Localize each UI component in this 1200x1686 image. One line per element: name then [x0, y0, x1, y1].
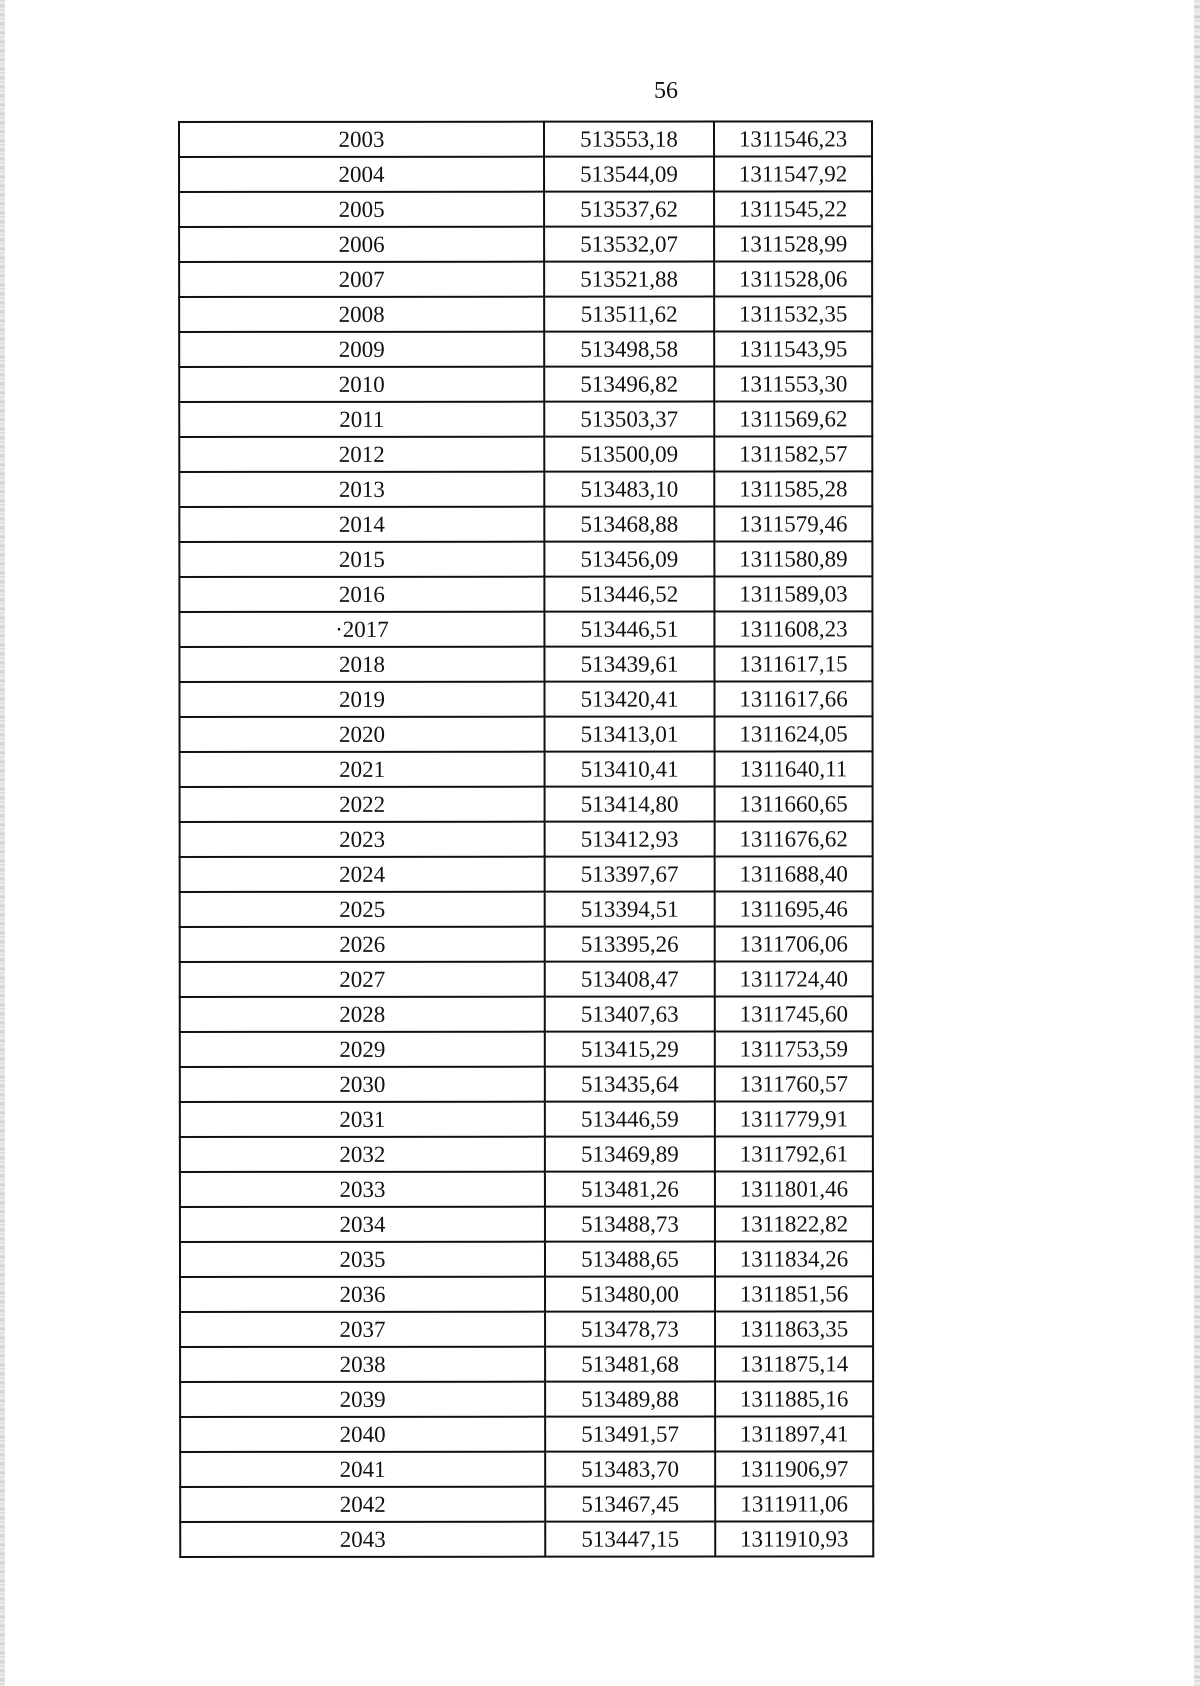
y-coordinate-cell: 1311546,23: [714, 121, 872, 156]
point-number-cell: 2021: [180, 752, 545, 787]
y-coordinate-cell: 1311617,66: [714, 681, 872, 716]
y-coordinate-cell: 1311582,57: [714, 436, 872, 471]
x-coordinate-cell: 513456,09: [544, 542, 714, 577]
table-row: [180, 1171, 873, 1207]
y-coordinate-cell: 1311863,35: [715, 1311, 873, 1346]
x-coordinate-cell: 513394,51: [545, 892, 715, 927]
x-coordinate-cell: 513395,26: [545, 927, 715, 962]
y-coordinate-cell: 1311589,03: [714, 576, 872, 611]
y-coordinate-cell: 1311676,62: [715, 821, 873, 856]
y-coordinate-cell: 1311834,26: [715, 1241, 873, 1276]
point-number-cell: 2006: [179, 227, 544, 262]
table-row: [180, 1136, 873, 1172]
table-row: [179, 156, 872, 192]
point-number-cell: 2008: [179, 297, 544, 332]
point-number-cell: 2024: [180, 857, 545, 892]
point-number-cell: 2038: [180, 1347, 545, 1382]
y-coordinate-cell: 1311545,22: [714, 191, 872, 226]
y-coordinate-cell: 1311706,06: [715, 926, 873, 961]
y-coordinate-cell: 1311779,91: [715, 1101, 873, 1136]
x-coordinate-cell: 513414,80: [545, 787, 715, 822]
y-coordinate-cell: 1311532,35: [714, 296, 872, 331]
x-coordinate-cell: 513408,47: [545, 962, 715, 997]
x-coordinate-cell: 513511,62: [544, 297, 714, 332]
x-coordinate-cell: 513537,62: [544, 192, 714, 227]
table-row: [179, 226, 872, 262]
point-number-cell: 2009: [179, 332, 544, 367]
table-row: [180, 1101, 873, 1137]
table-row: [180, 926, 873, 962]
point-number-cell: 2029: [180, 1032, 545, 1067]
point-number-cell: 2018: [179, 647, 544, 682]
table-row: [180, 821, 873, 857]
y-coordinate-cell: 1311528,99: [714, 226, 872, 261]
table-row: [179, 576, 872, 612]
y-coordinate-cell: 1311911,06: [715, 1486, 873, 1521]
table-row: [179, 261, 872, 297]
y-coordinate-cell: 1311822,82: [715, 1206, 873, 1241]
y-coordinate-cell: 1311688,40: [715, 856, 873, 891]
table-row: [180, 1381, 873, 1417]
x-coordinate-cell: 513491,57: [545, 1417, 715, 1452]
x-coordinate-cell: 513521,88: [544, 262, 714, 297]
y-coordinate-cell: 1311608,23: [714, 611, 872, 646]
x-coordinate-cell: 513481,26: [545, 1172, 715, 1207]
point-number-cell: 2011: [179, 402, 544, 437]
y-coordinate-cell: 1311585,28: [714, 471, 872, 506]
table-row: [179, 121, 872, 157]
y-coordinate-cell: 1311624,05: [715, 716, 873, 751]
table-row: [179, 541, 872, 577]
point-number-cell: 2003: [179, 122, 544, 157]
x-coordinate-cell: 513544,09: [544, 157, 714, 192]
point-number-cell: 2010: [179, 367, 544, 402]
x-coordinate-cell: 513412,93: [545, 822, 715, 857]
x-coordinate-cell: 513410,41: [545, 752, 715, 787]
table-row: [179, 401, 872, 437]
y-coordinate-cell: 1311528,06: [714, 261, 872, 296]
coordinates-table-body: [179, 121, 873, 1557]
point-number-cell: 2004: [179, 157, 544, 192]
y-coordinate-cell: 1311553,30: [714, 366, 872, 401]
point-number-cell: 2015: [179, 542, 544, 577]
x-coordinate-cell: 513481,68: [545, 1347, 715, 1382]
x-coordinate-cell: 513397,67: [545, 857, 715, 892]
table-row: [179, 366, 872, 402]
x-coordinate-cell: 513496,82: [544, 367, 714, 402]
point-number-cell: ·2017: [179, 612, 544, 647]
table-row: [180, 1346, 873, 1382]
point-number-cell: 2014: [179, 507, 544, 542]
table-row: [180, 786, 873, 822]
x-coordinate-cell: 513532,07: [544, 227, 714, 262]
y-coordinate-cell: 1311640,11: [715, 751, 873, 786]
table-row: [180, 1241, 873, 1277]
table-row: [180, 996, 873, 1032]
x-coordinate-cell: 513435,64: [545, 1067, 715, 1102]
x-coordinate-cell: 513553,18: [544, 122, 714, 157]
y-coordinate-cell: 1311745,60: [715, 996, 873, 1031]
table-row: [180, 891, 873, 927]
table-row: [179, 506, 872, 542]
point-number-cell: 2034: [180, 1207, 545, 1242]
table-row: [180, 1276, 873, 1312]
x-coordinate-cell: 513483,10: [544, 472, 714, 507]
y-coordinate-cell: 1311851,56: [715, 1276, 873, 1311]
table-row: [179, 471, 872, 507]
table-row: [180, 1206, 873, 1242]
x-coordinate-cell: 513503,37: [544, 402, 714, 437]
table-row: [179, 681, 872, 717]
point-number-cell: 2020: [180, 717, 545, 752]
table-row: [180, 1451, 873, 1487]
y-coordinate-cell: 1311580,89: [714, 541, 872, 576]
x-coordinate-cell: 513500,09: [544, 437, 714, 472]
point-number-cell: 2033: [180, 1172, 545, 1207]
x-coordinate-cell: 513407,63: [545, 997, 715, 1032]
y-coordinate-cell: 1311569,62: [714, 401, 872, 436]
x-coordinate-cell: 513467,45: [545, 1487, 715, 1522]
point-number-cell: 2019: [179, 682, 544, 717]
point-number-cell: 2012: [179, 437, 544, 472]
x-coordinate-cell: 513413,01: [545, 717, 715, 752]
x-coordinate-cell: 513446,51: [544, 612, 714, 647]
point-number-cell: 2028: [180, 997, 545, 1032]
x-coordinate-cell: 513498,58: [544, 332, 714, 367]
point-number-cell: 2022: [180, 787, 545, 822]
scan-edge-left: [0, 0, 5, 1686]
point-number-cell: 2042: [180, 1487, 545, 1522]
point-number-cell: 2025: [180, 892, 545, 927]
point-number-cell: 2030: [180, 1067, 545, 1102]
point-number-cell: 2005: [179, 192, 544, 227]
table-row: [180, 856, 873, 892]
y-coordinate-cell: 1311910,93: [715, 1521, 873, 1556]
table-row: [180, 1031, 873, 1067]
point-number-cell: 2016: [179, 577, 544, 612]
y-coordinate-cell: 1311875,14: [715, 1346, 873, 1381]
point-number-cell: 2043: [180, 1522, 545, 1557]
table-row: [179, 646, 872, 682]
point-number-cell: 2037: [180, 1312, 545, 1347]
x-coordinate-cell: 513468,88: [544, 507, 714, 542]
point-number-cell: 2040: [180, 1417, 545, 1452]
table-row: [180, 1486, 873, 1522]
y-coordinate-cell: 1311660,65: [715, 786, 873, 821]
x-coordinate-cell: 513446,59: [545, 1102, 715, 1137]
table-row: [180, 1416, 873, 1452]
x-coordinate-cell: 513446,52: [544, 577, 714, 612]
x-coordinate-cell: 513439,61: [544, 647, 714, 682]
x-coordinate-cell: 513488,73: [545, 1207, 715, 1242]
point-number-cell: 2007: [179, 262, 544, 297]
point-number-cell: 2041: [180, 1452, 545, 1487]
x-coordinate-cell: 513420,41: [544, 682, 714, 717]
point-number-cell: 2023: [180, 822, 545, 857]
point-number-cell: 2032: [180, 1137, 545, 1172]
point-number-cell: 2027: [180, 962, 545, 997]
x-coordinate-cell: 513469,89: [545, 1137, 715, 1172]
x-coordinate-cell: 513489,88: [545, 1382, 715, 1417]
x-coordinate-cell: 513488,65: [545, 1242, 715, 1277]
table-row: [179, 296, 872, 332]
table-row: [180, 751, 873, 787]
y-coordinate-cell: 1311543,95: [714, 331, 872, 366]
point-number-cell: 2031: [180, 1102, 545, 1137]
table-row: [180, 716, 873, 752]
point-number-cell: 2036: [180, 1277, 545, 1312]
table-row: [179, 331, 872, 367]
table-row: [179, 436, 872, 472]
table-row: [180, 1066, 873, 1102]
y-coordinate-cell: 1311801,46: [715, 1171, 873, 1206]
coordinates-table: [178, 120, 874, 1558]
y-coordinate-cell: 1311792,61: [715, 1136, 873, 1171]
table-row: [179, 611, 872, 647]
x-coordinate-cell: 513447,15: [545, 1522, 715, 1557]
scan-edge-right: [1194, 0, 1200, 1686]
point-number-cell: 2035: [180, 1242, 545, 1277]
y-coordinate-cell: 1311760,57: [715, 1066, 873, 1101]
point-number-cell: 2039: [180, 1382, 545, 1417]
page-number: 56: [654, 78, 678, 104]
table-row: [180, 1311, 873, 1347]
y-coordinate-cell: 1311885,16: [715, 1381, 873, 1416]
y-coordinate-cell: 1311695,46: [715, 891, 873, 926]
table-row: [179, 191, 872, 227]
x-coordinate-cell: 513478,73: [545, 1312, 715, 1347]
y-coordinate-cell: 1311906,97: [715, 1451, 873, 1486]
y-coordinate-cell: 1311547,92: [714, 156, 872, 191]
x-coordinate-cell: 513480,00: [545, 1277, 715, 1312]
y-coordinate-cell: 1311724,40: [715, 961, 873, 996]
table-row: [180, 1521, 873, 1557]
y-coordinate-cell: 1311753,59: [715, 1031, 873, 1066]
y-coordinate-cell: 1311617,15: [714, 646, 872, 681]
point-number-cell: 2013: [179, 472, 544, 507]
point-number-cell: 2026: [180, 927, 545, 962]
y-coordinate-cell: 1311897,41: [715, 1416, 873, 1451]
x-coordinate-cell: 513415,29: [545, 1032, 715, 1067]
y-coordinate-cell: 1311579,46: [714, 506, 872, 541]
x-coordinate-cell: 513483,70: [545, 1452, 715, 1487]
table-row: [180, 961, 873, 997]
